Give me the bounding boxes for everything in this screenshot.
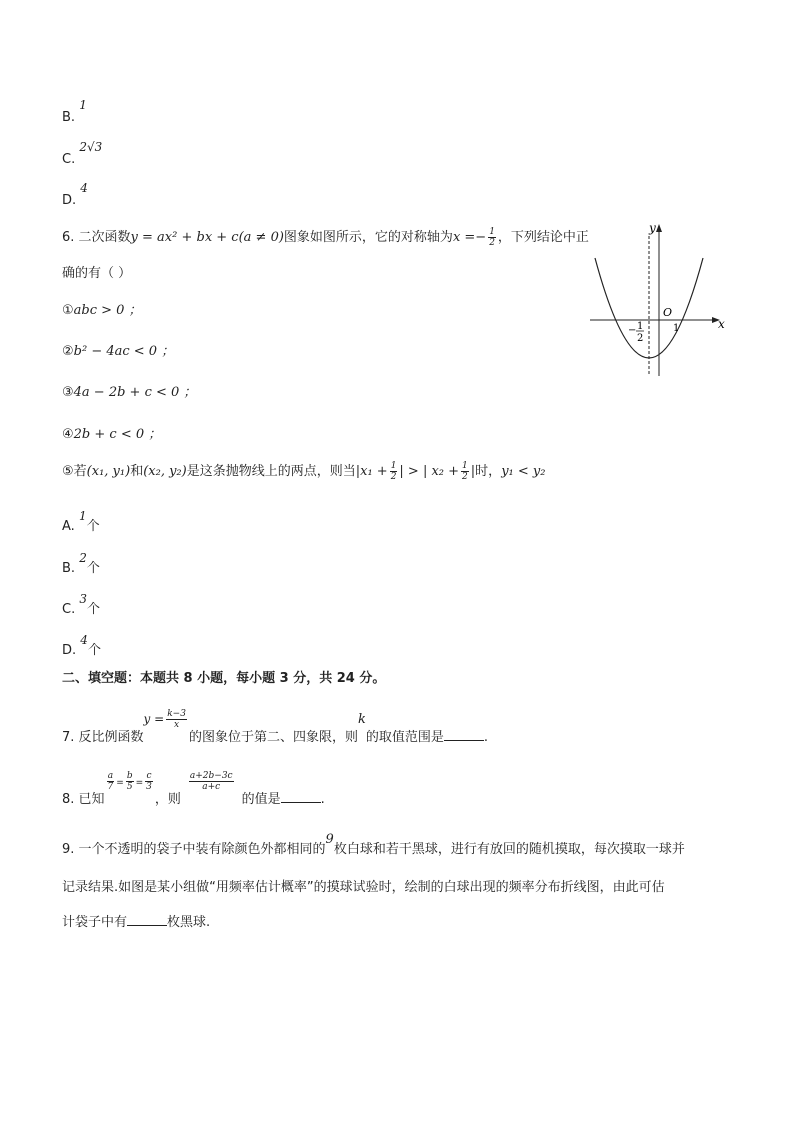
q8-mid: ，则 — [154, 792, 181, 807]
q6-stem — [62, 226, 589, 248]
q8-fraction — [189, 771, 234, 792]
statement-text: 时， — [475, 464, 502, 479]
fraction-denominator: 2 — [462, 472, 468, 482]
q7-end: . — [483, 730, 488, 745]
option-label: D. — [62, 643, 77, 658]
statement-text: b² − 4ac < 0 ； — [73, 344, 175, 359]
statement-number: ① — [62, 303, 74, 318]
statement-text: 是这条抛物线上的两点，则当 — [186, 464, 356, 479]
q6-stem-pre: 6. 二次函数 — [62, 230, 131, 245]
fraction-denominator: a+c — [202, 782, 221, 792]
q6-stem-post: ，下列结论中正 — [497, 230, 589, 245]
q9-text: 枚黑球. — [167, 915, 211, 930]
fraction-numerator: k−3 — [167, 709, 186, 719]
neg-half-denominator: 2 — [637, 333, 644, 344]
statement-4 — [62, 423, 161, 442]
q9-line1 — [62, 828, 685, 857]
abs-expr-2: | > | x₂ + — [399, 464, 460, 479]
q9-line2: 记录结果.如图是某小组做“用频率估计概率”的摸球试验时，绘制的白球出现的频率分布折线图，由此可估 — [62, 880, 665, 895]
option-label: A. — [62, 519, 75, 534]
q6-option-b — [62, 547, 100, 576]
statement-number: ④ — [62, 427, 74, 442]
statement-text: 4a − 2b + c < 0 ； — [73, 385, 197, 400]
y-axis-arrow — [656, 224, 662, 232]
q7-k: k — [357, 712, 366, 727]
fraction-numerator: c — [146, 771, 152, 781]
option-value: 4 — [80, 181, 88, 195]
fraction-denominator: 2 — [489, 238, 495, 248]
answer-blank[interactable] — [444, 728, 484, 741]
q6-option-c — [62, 588, 101, 617]
option-value: 1 — [78, 509, 87, 523]
q8-post: 的值是 — [241, 792, 281, 807]
ratio-c3 — [145, 771, 153, 792]
q9-nine: 9 — [325, 832, 334, 847]
option-label: C. — [62, 152, 76, 167]
statement-text: 若 — [73, 464, 87, 479]
statement-text: 2b + c < 0 ； — [73, 427, 162, 442]
statement-3 — [62, 381, 196, 400]
q7-pre: 7. 反比例函数 — [62, 730, 144, 745]
option-value: 3 — [79, 592, 87, 606]
q6-function: y = ax² + bx + c(a ≠ 0) — [130, 230, 284, 245]
x-axis-label: x — [718, 317, 725, 331]
q7-mid: 的图象位于第二、四象限，则 — [188, 730, 358, 745]
q8 — [62, 770, 325, 807]
option-value: 2 — [79, 551, 87, 565]
point-2: (x₂, y₂) — [143, 464, 187, 479]
q7 — [62, 708, 488, 745]
q6-axis-eq: x =− — [452, 230, 487, 245]
half-fraction — [390, 461, 398, 482]
equals-sign: = — [135, 778, 144, 788]
fraction-numerator: a — [107, 771, 114, 781]
fraction-numerator: 1 — [462, 461, 468, 471]
section-title: 二、填空题：本题共 8 小题，每小题 3 分，共 24 分。 — [62, 671, 386, 686]
q7-post: 的取值范围是 — [365, 730, 444, 745]
fraction-denominator: 2 — [390, 472, 397, 482]
fraction-denominator: 7 — [107, 782, 114, 792]
q8-end: . — [320, 792, 325, 807]
ratio-b5 — [126, 771, 134, 792]
parabola-graph — [585, 218, 730, 378]
statement-text: 和 — [130, 464, 144, 479]
q6-option-d — [62, 629, 101, 658]
statement-number: ③ — [62, 385, 74, 400]
option-unit: 个 — [86, 519, 100, 534]
ratio-a7 — [107, 771, 115, 792]
abs-close: | — [470, 464, 476, 479]
option-label: C. — [62, 602, 76, 617]
statement-5 — [62, 460, 545, 482]
statement-1 — [62, 299, 142, 318]
q9-text: 9. 一个不透明的袋子中装有除颜色外都相同的 — [62, 842, 326, 857]
fraction-numerator: 1 — [489, 227, 495, 237]
fraction-numerator: a+2b−3c — [189, 771, 233, 781]
tick-label-one: 1 — [673, 323, 680, 334]
origin-label: O — [663, 306, 673, 319]
option-label: B. — [62, 110, 76, 125]
conclusion: y₁ < y₂ — [501, 464, 546, 479]
option-value: 4 — [80, 633, 88, 647]
q6-stem-mid: 图象如图所示，它的对称轴为 — [283, 230, 453, 245]
half-fraction — [461, 461, 469, 482]
statement-2 — [62, 340, 174, 359]
q9-text: 计袋子中有 — [62, 915, 128, 930]
option-label: D. — [62, 193, 77, 208]
neg-half-numerator: 1 — [637, 321, 644, 332]
fraction-denominator: 5 — [126, 782, 133, 792]
equals-sign: = — [116, 778, 124, 788]
statement-number: ② — [62, 344, 74, 359]
option-unit: 个 — [86, 561, 100, 576]
q8-pre: 8. 已知 — [62, 792, 105, 807]
q7-y-eq: y = — [143, 712, 165, 726]
fraction-denominator: 3 — [146, 782, 152, 792]
q7-fraction — [166, 709, 187, 730]
q6-stem-line2: 确的有（ ） — [62, 266, 132, 281]
option-c — [62, 140, 103, 167]
abs-expr-1: |x₁ + — [355, 464, 388, 479]
answer-blank[interactable] — [127, 913, 167, 926]
statement-number: ⑤ — [62, 464, 74, 479]
option-unit: 个 — [87, 602, 101, 617]
answer-blank[interactable] — [281, 790, 321, 803]
option-value: 2√3 — [79, 140, 103, 154]
option-d — [62, 181, 88, 208]
option-unit: 个 — [87, 643, 101, 658]
option-label: B. — [62, 561, 76, 576]
option-b — [62, 98, 87, 125]
point-1: (x₁, y₁) — [86, 464, 131, 479]
fraction-numerator: b — [126, 771, 133, 781]
statement-text: abc > 0 ； — [73, 303, 142, 318]
y-axis-label: y — [649, 221, 656, 235]
option-value: 1 — [79, 98, 87, 112]
q9-text: 枚白球和若干黑球，进行有放回的随机摸取，每次摸取一球并 — [333, 842, 685, 857]
fraction-denominator: x — [174, 720, 180, 730]
q6-half-fraction — [488, 227, 496, 248]
q6-option-a — [62, 505, 100, 534]
fraction-numerator: 1 — [390, 461, 397, 471]
neg-sign: − — [628, 325, 637, 336]
q9-line3 — [62, 911, 210, 930]
